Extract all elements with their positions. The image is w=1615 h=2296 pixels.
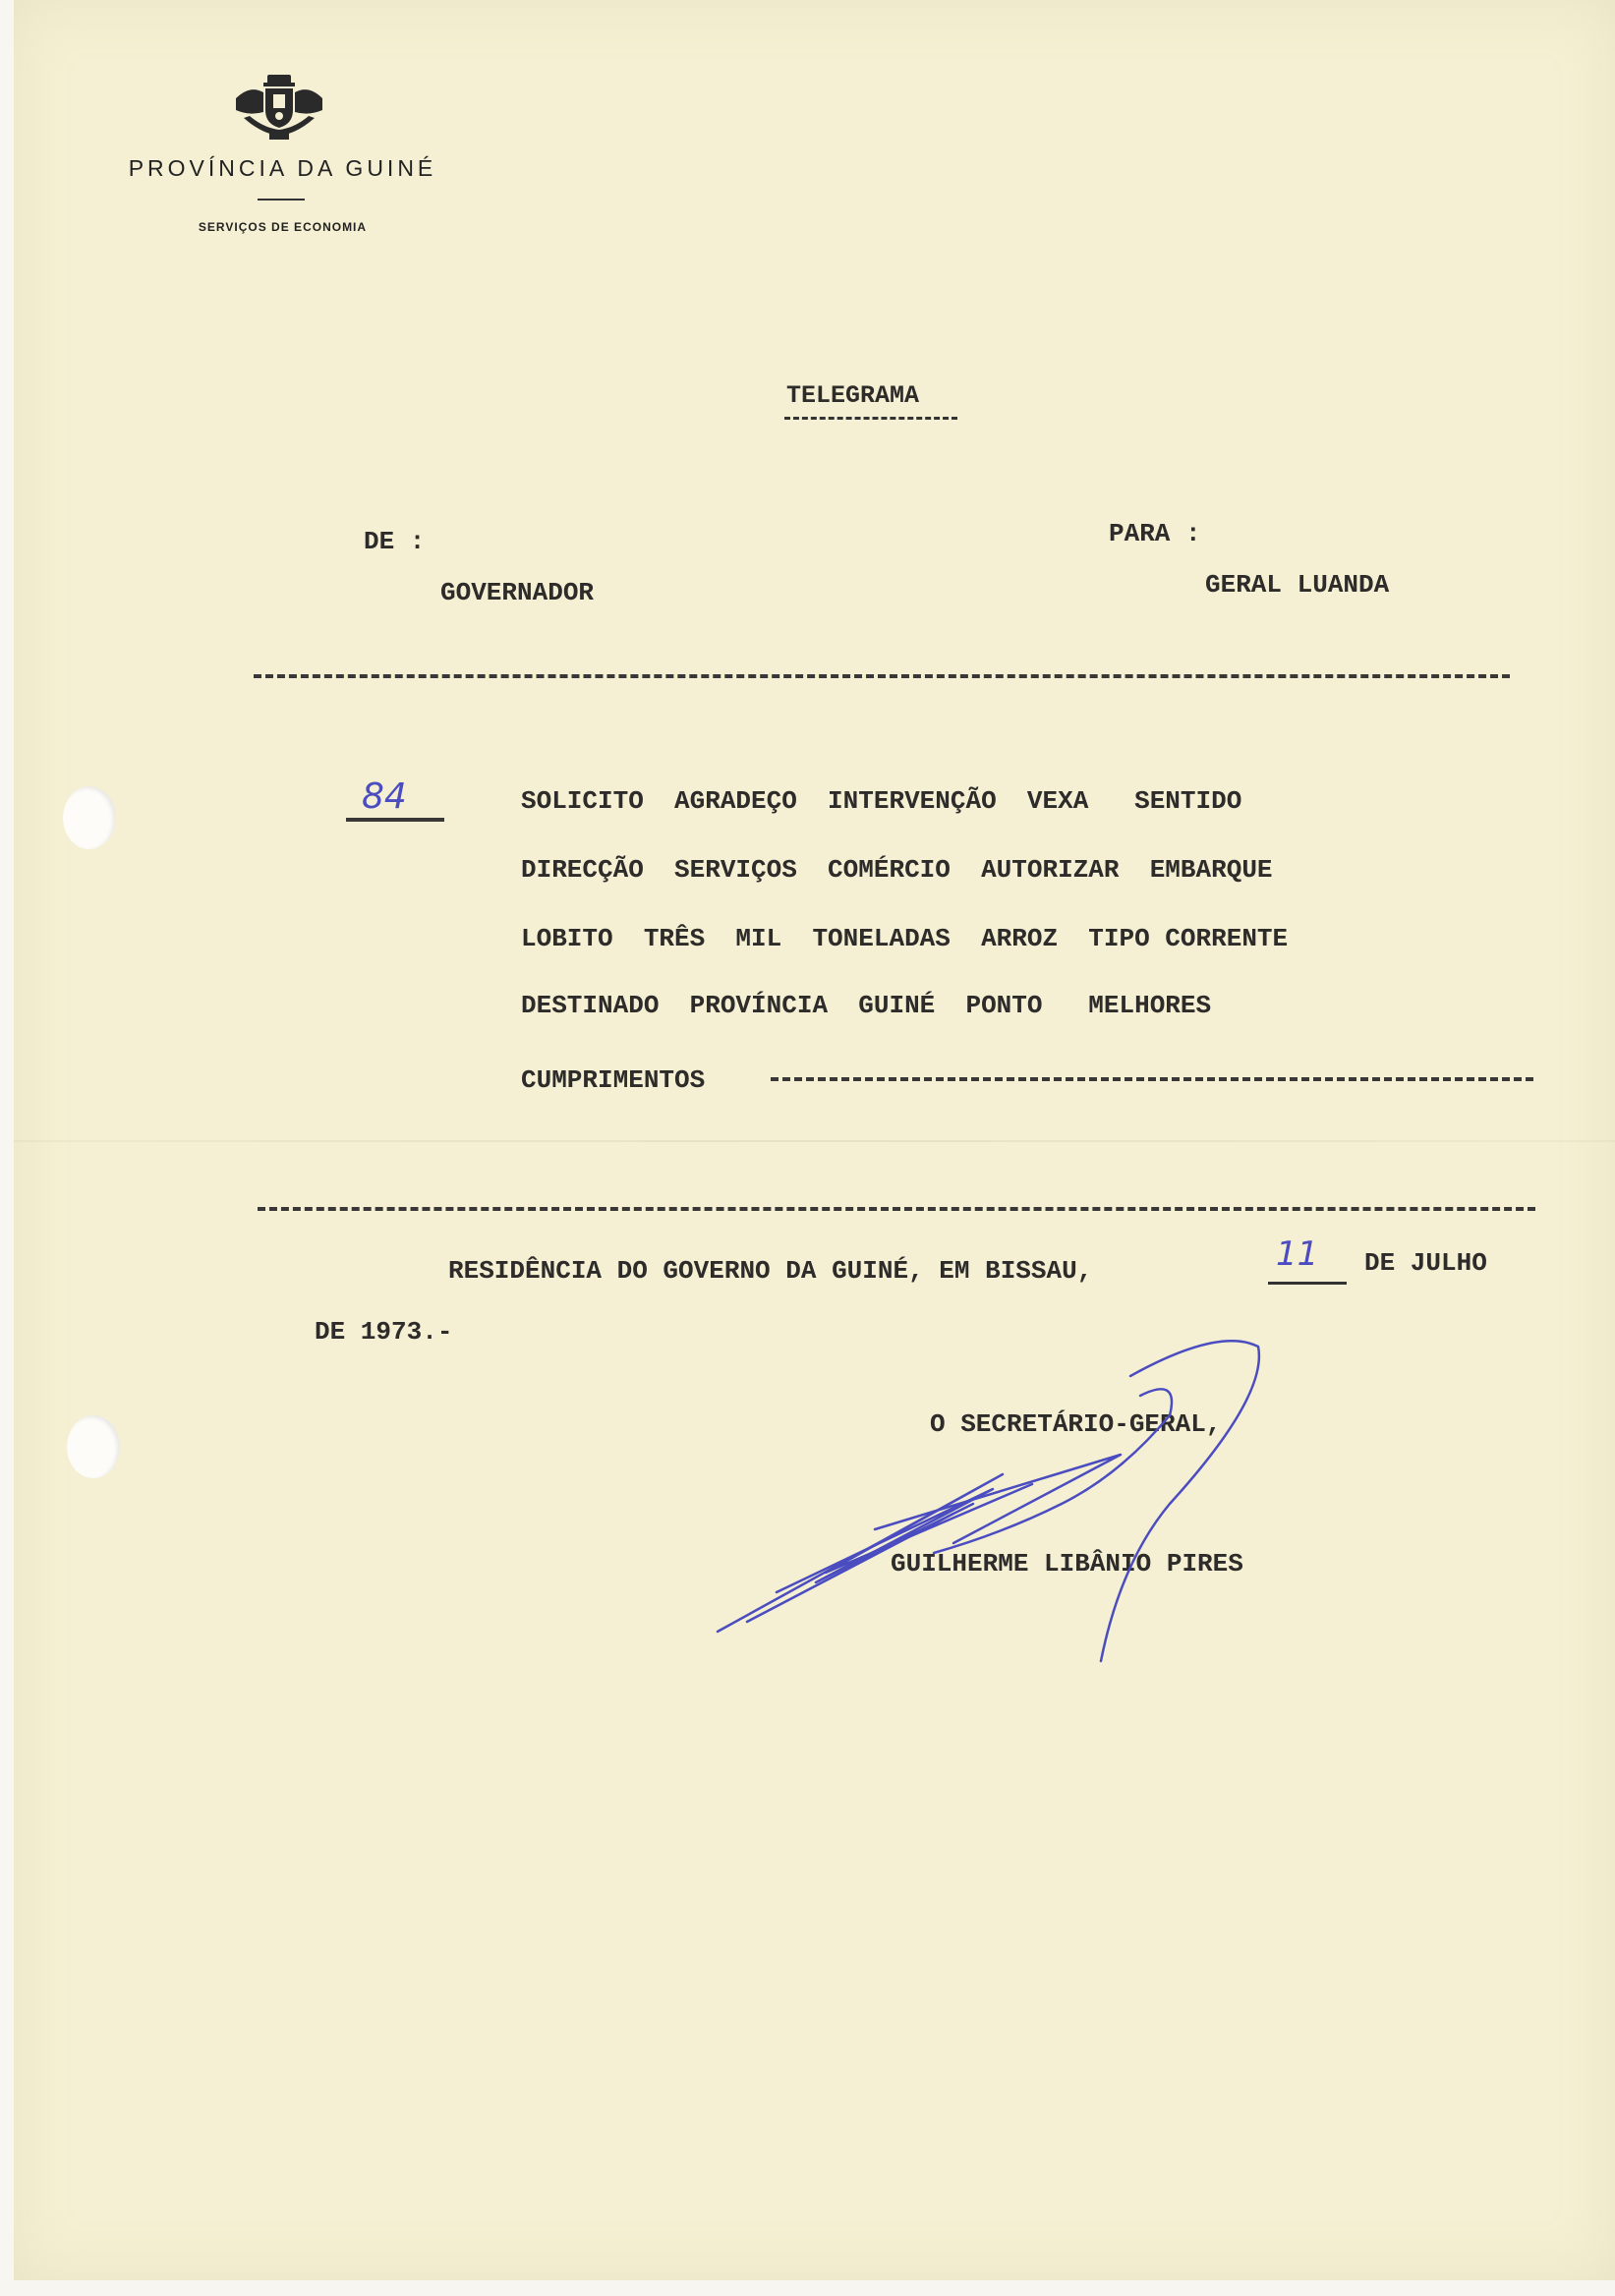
body-line: DIRECÇÃO SERVIÇOS COMÉRCIO AUTORIZAR EMBARQUE [521, 855, 1273, 885]
dateline-day: 11 [1276, 1234, 1319, 1274]
dateline-month: DE JULHO [1364, 1248, 1487, 1278]
from-label: DE : [364, 527, 426, 556]
dateline-place: RESIDÊNCIA DO GOVERNO DA GUINÉ, EM BISSAU, [448, 1256, 1093, 1286]
body-line: CUMPRIMENTOS [521, 1065, 706, 1095]
document-page [14, 0, 1615, 2280]
dateline-year: DE 1973.- [315, 1317, 453, 1347]
heading-divider [258, 199, 305, 201]
province-heading: PROVÍNCIA DA GUINÉ [128, 155, 437, 181]
to-value: GERAL LUANDA [1205, 570, 1390, 600]
title-underline [784, 417, 957, 420]
punch-hole [67, 1415, 120, 1478]
signatory-name: GUILHERME LIBÂNIO PIRES [891, 1549, 1243, 1578]
reference-underline [346, 818, 444, 822]
punch-hole [63, 786, 116, 849]
body-separator [258, 1207, 1535, 1211]
body-line: SOLICITO AGRADEÇO INTERVENÇÃO VEXA SENTIDO [521, 786, 1242, 816]
reference-number: 84 [362, 776, 407, 817]
header-separator [254, 674, 1510, 678]
signatory-title: O SECRETÁRIO-GERAL, [930, 1409, 1222, 1439]
coat-of-arms-icon [230, 73, 328, 144]
document-title: TELEGRAMA [786, 381, 920, 410]
department-name: SERVIÇOS DE ECONOMIA [198, 220, 368, 234]
from-value: GOVERNADOR [440, 578, 595, 607]
to-label: PARA : [1109, 519, 1201, 548]
body-line: LOBITO TRÊS MIL TONELADAS ARROZ TIPO CORRENTE [521, 924, 1289, 953]
handwritten-signature [708, 1337, 1415, 1671]
day-underline [1268, 1282, 1347, 1285]
body-end-dashes [771, 1077, 1533, 1081]
fold-line [14, 1140, 1615, 1142]
body-line: DESTINADO PROVÍNCIA GUINÉ PONTO MELHORES [521, 991, 1212, 1020]
